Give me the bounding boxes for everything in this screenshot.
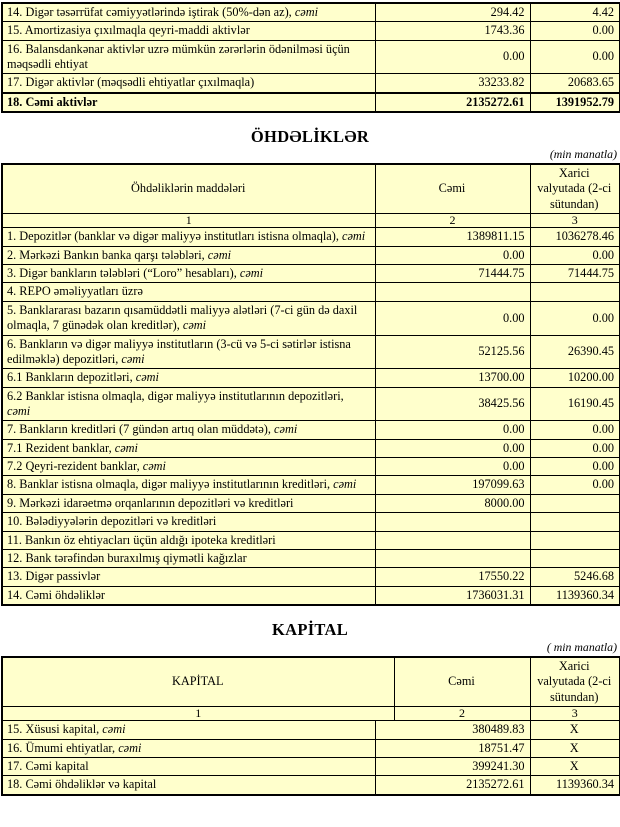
table-row: [2, 3, 620, 22]
row-label-cell: 17. Cəmi kapital: [2, 757, 375, 775]
total-value-cell: 13700.00: [375, 369, 530, 387]
foreign-value-cell: [530, 283, 620, 301]
assets-table-continued: [1, 2, 620, 113]
row-label-italic: cəmi: [135, 370, 159, 385]
table-row: [2, 721, 620, 739]
table-row-total-assets: [2, 93, 620, 112]
row-label-italic: cəmi: [274, 422, 298, 437]
col-number-1: 1: [2, 214, 375, 228]
header-foreign-cell: Xarici valyutada (2-ci sütundan): [530, 164, 620, 214]
total-value-cell: 17550.22: [375, 568, 530, 586]
table-row: [2, 421, 620, 439]
foreign-value-cell: 1036278.46: [530, 228, 620, 246]
column-numbering-row: [2, 214, 620, 228]
total-value-cell: 52125.56: [375, 335, 530, 369]
row-label-cell: 11. Bankın öz ehtiyacları üçün aldığı ipoteka kreditləri: [2, 531, 375, 549]
table-row: [2, 739, 620, 757]
foreign-value-cell: 0.00: [530, 421, 620, 439]
row-label-italic: cəmi: [182, 318, 207, 333]
row-label-cell: [2, 476, 375, 494]
table-row: [2, 74, 620, 93]
liabilities-unit-note: (min manatla): [549, 147, 617, 162]
total-value-cell: 2135272.61: [375, 776, 530, 795]
total-value-cell: 2135272.61: [375, 93, 530, 112]
foreign-value-cell: 0.00: [530, 458, 620, 476]
header-total-cell: Cəmi: [394, 657, 530, 707]
foreign-value-cell: 0.00: [530, 22, 620, 40]
table-row: [2, 458, 620, 476]
row-label: 7.2 Qeyri-rezident banklar,: [7, 459, 143, 474]
total-value-cell: 380489.83: [375, 721, 530, 739]
table-row: [2, 246, 620, 264]
row-label-cell: 12. Bank tərəfindən buraxılmış qiymətli kağızlar: [2, 549, 375, 567]
total-value-cell: [375, 283, 530, 301]
row-label: 14. Digər təsərrüfat cəmiyyətlərində iştirak (50%-dən az),: [7, 5, 295, 19]
foreign-value-cell: 71444.75: [530, 265, 620, 283]
total-value-cell: [375, 549, 530, 567]
table-row: [2, 335, 620, 369]
total-value-cell: [375, 531, 530, 549]
foreign-value-cell: 5246.68: [530, 568, 620, 586]
total-value-cell: 1736031.31: [375, 586, 530, 605]
total-value-cell: 33233.82: [375, 74, 530, 93]
total-value-cell: 38425.56: [375, 387, 530, 421]
row-label: 6. Bankların və digər maliyyə institutların (3-cü və 5-ci sətirlər istisna edilməklə) depozitləri,: [7, 336, 351, 366]
row-label: 6.2 Banklar istisna olmaqla, digər maliyyə institutlarının depozitləri,: [7, 388, 344, 403]
table-row: [2, 531, 620, 549]
total-value-cell: 0.00: [375, 421, 530, 439]
row-label-cell: 17. Digər aktivlər (məqsədli ehtiyatlar çıxılmaqla): [2, 74, 375, 93]
capital-unit-note: ( min manatla): [546, 639, 617, 654]
foreign-value-cell: 16190.45: [530, 387, 620, 421]
table-row: [2, 265, 620, 283]
total-value-cell: 0.00: [375, 246, 530, 264]
row-label-cell: [2, 3, 375, 22]
row-label-cell: [2, 387, 375, 421]
total-value-cell: 8000.00: [375, 494, 530, 512]
foreign-value-cell: X: [530, 757, 620, 775]
row-label: 8. Banklar istisna olmaqla, digər maliyyə institutlarının kreditləri,: [7, 477, 334, 492]
row-label-cell: 13. Digər passivlər: [2, 568, 375, 586]
row-label-cell: 16. Balansdankənar aktivlər uzrə mümkün zərərlərin ödənilməsi üçün məqsədli ehtiyat: [2, 40, 375, 74]
row-label-cell: 10. Bələdiyyələrin depozitləri və kreditləri: [2, 513, 375, 531]
table-row-total-liabilities: [2, 586, 620, 605]
foreign-value-cell: [530, 549, 620, 567]
row-label: 3. Digər bankların tələbləri (“Loro” hesabları),: [7, 266, 240, 281]
total-value-cell: 294.42: [375, 3, 530, 22]
foreign-value-cell: [530, 494, 620, 512]
table-row: [2, 283, 620, 301]
row-label-italic: cəmi: [207, 247, 231, 262]
row-label-cell: [2, 369, 375, 387]
row-label-italic: cəmi: [7, 403, 31, 418]
foreign-value-cell: 1139360.34: [530, 586, 620, 605]
row-label-cell: 18. Cəmi öhdəliklər və kapital: [2, 776, 375, 795]
foreign-value-cell: 20683.65: [530, 74, 620, 93]
total-value-cell: 0.00: [375, 301, 530, 335]
table-row: [2, 40, 620, 74]
total-value-cell: 0.00: [375, 439, 530, 457]
row-label-italic: cəmi: [294, 5, 319, 19]
total-value-cell: 71444.75: [375, 265, 530, 283]
row-label-italic: cəmi: [342, 229, 366, 244]
row-label-cell: [2, 228, 375, 246]
foreign-value-cell: 0.00: [530, 40, 620, 74]
total-value-cell: 1743.36: [375, 22, 530, 40]
col-number-1: 1: [2, 706, 394, 720]
foreign-value-cell: 0.00: [530, 476, 620, 494]
foreign-value-cell: X: [530, 721, 620, 739]
foreign-value-cell: 4.42: [530, 3, 620, 22]
foreign-value-cell: 26390.45: [530, 335, 620, 369]
row-label-cell: 18. Cəmi aktivlər: [2, 93, 375, 112]
col-number-3: 3: [530, 706, 620, 720]
table-row: [2, 494, 620, 512]
col-number-2: 2: [375, 214, 530, 228]
table-row: [2, 476, 620, 494]
table-row: [2, 513, 620, 531]
total-value-cell: 18751.47: [375, 739, 530, 757]
foreign-value-cell: 10200.00: [530, 369, 620, 387]
table-row: [2, 387, 620, 421]
header-items-cell: KAPİTAL: [2, 657, 394, 707]
row-label-italic: cəmi: [102, 722, 126, 737]
capital-table-header-row: [2, 657, 620, 707]
row-label-cell: [2, 265, 375, 283]
row-label: 15. Xüsusi kapital,: [7, 722, 103, 737]
row-label-italic: cəmi: [118, 740, 142, 755]
capital-section-title: KAPİTAL: [271, 619, 349, 639]
row-label-italic: cəmi: [121, 351, 145, 366]
balance-sheet-page: [0, 2, 620, 827]
foreign-value-cell: 1391952.79: [530, 93, 620, 112]
row-label: 7. Bankların kreditləri (7 gündən artıq olan müddətə),: [7, 422, 275, 437]
row-label-cell: [2, 739, 375, 757]
table-row: [2, 369, 620, 387]
table-row: [2, 757, 620, 775]
row-label-cell: [2, 246, 375, 264]
row-label-cell: [2, 439, 375, 457]
foreign-value-cell: 0.00: [530, 439, 620, 457]
row-label: 6.1 Bankların depozitləri,: [7, 370, 136, 385]
foreign-value-cell: [530, 531, 620, 549]
total-value-cell: [375, 513, 530, 531]
col-number-3: 3: [530, 214, 620, 228]
foreign-value-cell: 1139360.34: [530, 776, 620, 795]
foreign-value-cell: [530, 513, 620, 531]
row-label: 1. Depozitlər (banklar və digər maliyyə institutları istisna olmaqla),: [7, 229, 342, 244]
foreign-value-cell: X: [530, 739, 620, 757]
header-foreign-cell: Xarici valyutada (2-ci sütundan): [530, 657, 620, 707]
column-numbering-row: [2, 706, 620, 720]
total-value-cell: 399241.30: [375, 757, 530, 775]
total-value-cell: 0.00: [375, 458, 530, 476]
row-label-cell: 4. REPO əməliyyatları üzrə: [2, 283, 375, 301]
header-items-cell: Öhdəliklərin maddələri: [2, 164, 375, 214]
row-label-cell: 14. Cəmi öhdəliklər: [2, 586, 375, 605]
table-row-total-liabilities-and-capital: [2, 776, 620, 795]
row-label-cell: [2, 458, 375, 476]
total-value-cell: 197099.63: [375, 476, 530, 494]
table-row: [2, 22, 620, 40]
row-label: 2. Mərkəzi Bankın banka qarşı tələbləri,: [7, 247, 208, 262]
table-row: [2, 568, 620, 586]
liabilities-table-header-row: [2, 164, 620, 214]
header-total-cell: Cəmi: [375, 164, 530, 214]
table-row: [2, 549, 620, 567]
row-label-italic: cəmi: [333, 477, 357, 492]
table-row: [2, 439, 620, 457]
row-label-italic: cəmi: [239, 266, 264, 281]
liabilities-table: [1, 163, 620, 606]
total-value-cell: 1389811.15: [375, 228, 530, 246]
row-label-cell: [2, 301, 375, 335]
row-label-italic: cəmi: [142, 459, 166, 474]
table-row: [2, 228, 620, 246]
row-label-cell: [2, 421, 375, 439]
liabilities-section-title: ÖHDƏLİKLƏR: [250, 127, 370, 147]
row-label-italic: cəmi: [114, 440, 138, 455]
row-label: 16. Ümumi ehtiyatlar,: [7, 740, 119, 755]
row-label-cell: [2, 721, 375, 739]
table-row: [2, 301, 620, 335]
row-label-cell: 15. Amortizasiya çıxılmaqla qeyri-maddi aktivlər: [2, 22, 375, 40]
col-number-2: 2: [394, 706, 530, 720]
foreign-value-cell: 0.00: [530, 301, 620, 335]
total-value-cell: 0.00: [375, 40, 530, 74]
capital-table: [1, 656, 620, 796]
row-label: 5. Banklararası bazarın qısamüddətli maliyyə alətləri (7-ci gün də daxil olmaqla, 7 günədək olan kreditlər),: [7, 302, 358, 333]
foreign-value-cell: 0.00: [530, 246, 620, 264]
row-label-cell: [2, 335, 375, 369]
row-label-cell: 9. Mərkəzi idarəetmə orqanlarının depozitləri və kreditləri: [2, 494, 375, 512]
row-label: 7.1 Rezident banklar,: [7, 440, 115, 455]
